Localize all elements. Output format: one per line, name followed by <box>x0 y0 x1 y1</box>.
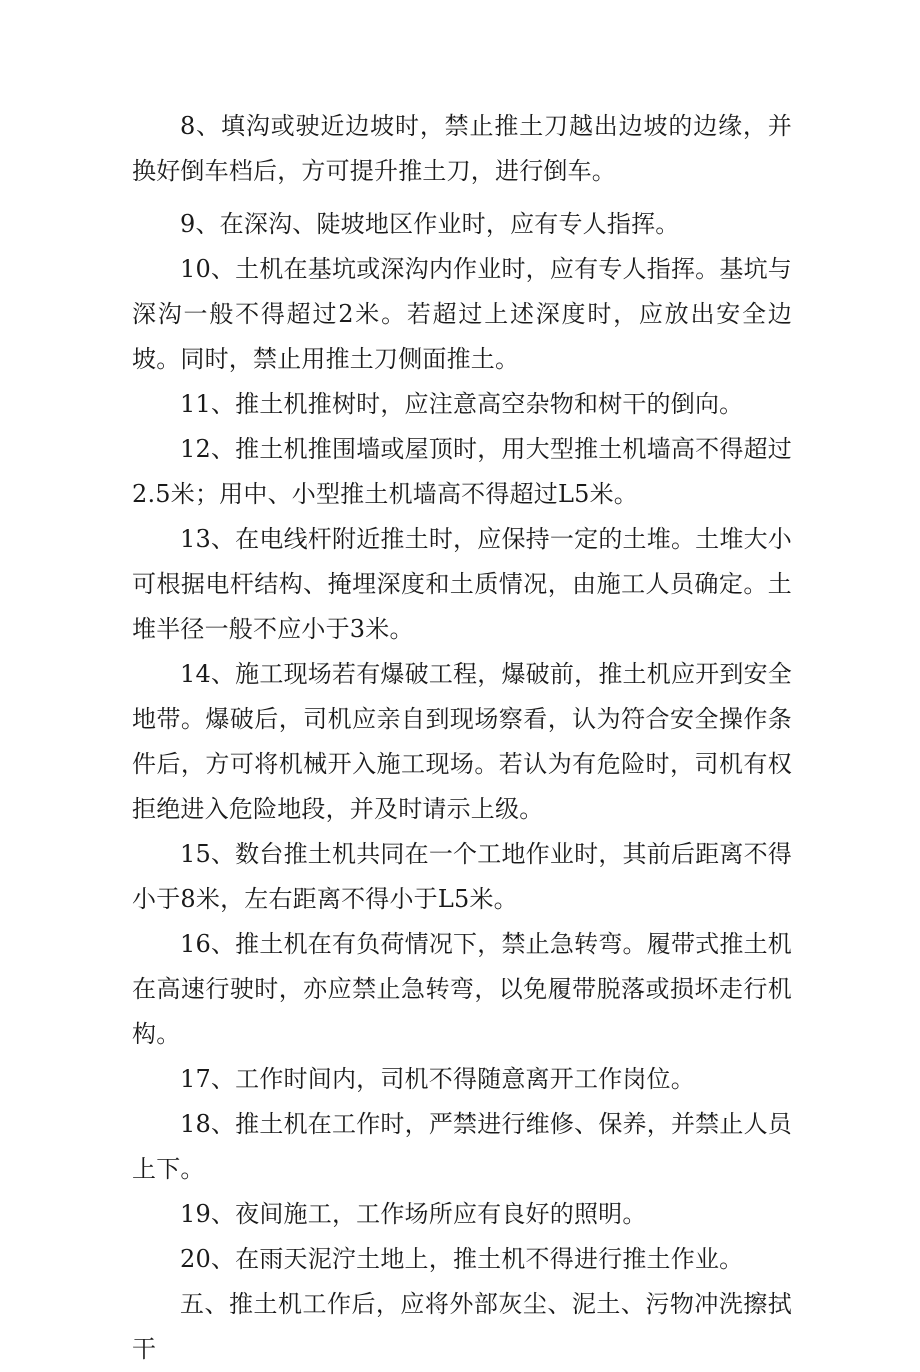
paragraph-item-19: 19、夜间施工，工作场所应有良好的照明。 <box>180 1200 647 1228</box>
paragraph-item-14: 14、施工现场若有爆破工程，爆破前，推土机应开到安全地带。爆破后，司机应亲自到现场察看，认为符合安全操作条件后，方可将机械开入施工现场。若认为有危险时，司机有权拒绝进入危险地段，并及时请示上级。 <box>132 660 792 823</box>
document-body <box>132 104 792 1372</box>
paragraph-item-20: 20、在雨天泥泞土地上，推土机不得进行推土作业。 <box>180 1245 744 1273</box>
paragraph-item-15: 15、数台推土机共同在一个工地作业时，其前后距离不得小于8米，左右距离不得小于L5米。 <box>132 840 792 913</box>
paragraph-item-10: 10、土机在基坑或深沟内作业时，应有专人指挥。基坑与深沟一般不得超过2米。若超过上述深度时，应放出安全边坡。同时，禁止用推土刀侧面推土。 <box>132 255 792 373</box>
paragraph-item-8: 8、填沟或驶近边坡时，禁止推土刀越出边坡的边缘，并换好倒车档后，方可提升推土刀，进行倒车。 <box>132 112 792 185</box>
paragraph-item-13: 13、在电线杆附近推土时，应保持一定的土堆。土堆大小可根据电杆结构、掩埋深度和土质情况，由施工人员确定。土堆半径一般不应小于3米。 <box>132 525 792 643</box>
paragraph-item-18: 18、推土机在工作时，严禁进行维修、保养，并禁止人员上下。 <box>132 1110 792 1183</box>
paragraph-item-9: 9、在深沟、陡坡地区作业时，应有专人指挥。 <box>180 210 680 238</box>
paragraph-item-16: 16、推土机在有负荷情况下，禁止急转弯。履带式推土机在高速行驶时，亦应禁止急转弯，以免履带脱落或损坏走行机构。 <box>132 930 792 1048</box>
paragraph-item-17: 17、工作时间内，司机不得随意离开工作岗位。 <box>180 1065 695 1093</box>
paragraph-item-12: 12、推土机推围墙或屋顶时，用大型推土机墙高不得超过2.5米；用中、小型推土机墙高不得超过L5米。 <box>132 435 792 508</box>
paragraph-item-11: 11、推土机推树时，应注意高空杂物和树干的倒向。 <box>180 390 744 418</box>
section-heading-five: 五、推土机工作后，应将外部灰尘、泥土、污物冲洗擦拭干 <box>132 1290 792 1363</box>
